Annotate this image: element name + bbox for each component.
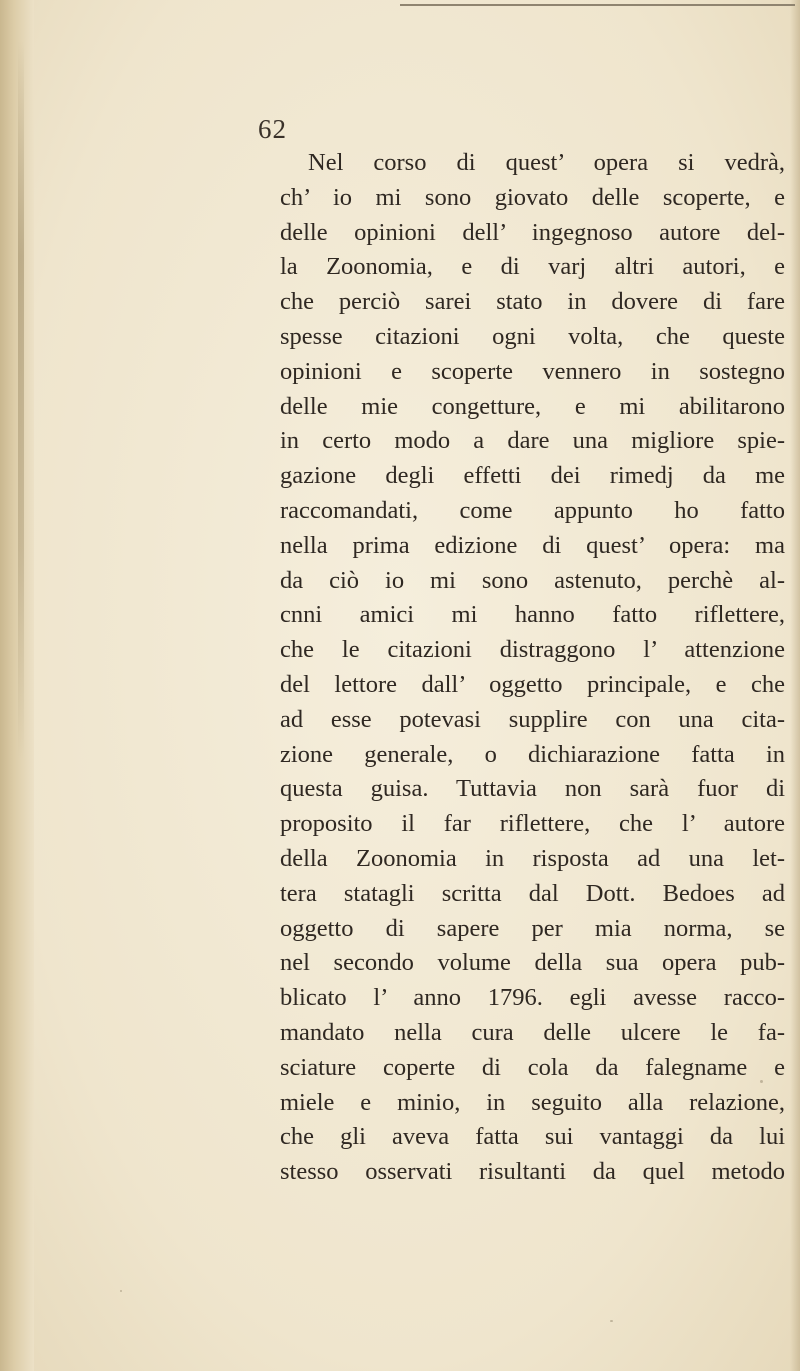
text-line: delle mie congetture, e mi abilitarono — [280, 392, 785, 420]
binding-edge — [0, 0, 34, 1371]
text-line: sciature coperte di cola da falegname e — [280, 1053, 785, 1081]
top-edge-rule — [400, 4, 795, 6]
text-line: la Zoonomia, e di varj altri autori, e — [280, 253, 785, 281]
text-line: miele e minio, in seguito alla relazione, — [280, 1088, 785, 1116]
text-line: oggetto di sapere per mia norma, se — [280, 914, 785, 942]
text-line: da ciò io mi sono astenuto, perchè al- — [280, 566, 785, 594]
text-line: che le citazioni distraggono l’ attenzione — [280, 636, 785, 664]
text-line: mandato nella cura delle ulcere le fa- — [280, 1018, 785, 1046]
text-line: stesso osservati risultanti da quel metodo — [280, 1158, 785, 1186]
text-line: in certo modo a dare una migliore spie- — [280, 427, 785, 455]
paper-speck — [120, 1290, 122, 1292]
body-text — [280, 146, 785, 1190]
paper-speck — [760, 1080, 763, 1083]
text-line: delle opinioni dell’ ingegnoso autore del- — [280, 218, 785, 246]
page-right-edge — [790, 0, 800, 1371]
text-line: ad esse potevasi supplire con una cita- — [280, 705, 785, 733]
text-line: blicato l’ anno 1796. egli avesse racco- — [280, 984, 785, 1012]
text-line: questa guisa. Tuttavia non sarà fuor di — [280, 775, 785, 803]
text-line: che gli aveva fatta sui vantaggi da lui — [280, 1123, 785, 1151]
text-line: nella prima edizione di quest’ opera: ma — [280, 531, 785, 559]
text-line: proposito il far riflettere, che l’ autore — [280, 810, 785, 838]
text-line: cnni amici mi hanno fatto riflettere, — [280, 601, 785, 629]
text-line: opinioni e scoperte vennero in sostegno — [280, 357, 785, 385]
text-line: Nel corso di quest’ opera si vedrà, — [308, 149, 785, 176]
text-line: nel secondo volume della sua opera pub- — [280, 949, 785, 977]
text-line: della Zoonomia in risposta ad una let- — [280, 844, 785, 872]
text-line: ch’ io mi sono giovato delle scoperte, e — [280, 183, 785, 211]
text-line: raccomandati, come appunto ho fatto — [280, 496, 785, 524]
text-line: spesse citazioni ogni volta, che queste — [280, 322, 785, 350]
text-line: gazione degli effetti dei rimedj da me — [280, 462, 785, 490]
page-number: 62 — [258, 114, 287, 144]
binding-shadow — [18, 40, 24, 760]
text-line: zione generale, o dichiarazione fatta in — [280, 740, 785, 768]
paper-speck — [610, 1320, 613, 1322]
text-line: che perciò sarei stato in dovere di fare — [280, 288, 785, 316]
text-line: del lettore dall’ oggetto principale, e che — [280, 670, 785, 698]
text-line: tera statagli scritta dal Dott. Bedoes ad — [280, 879, 785, 907]
